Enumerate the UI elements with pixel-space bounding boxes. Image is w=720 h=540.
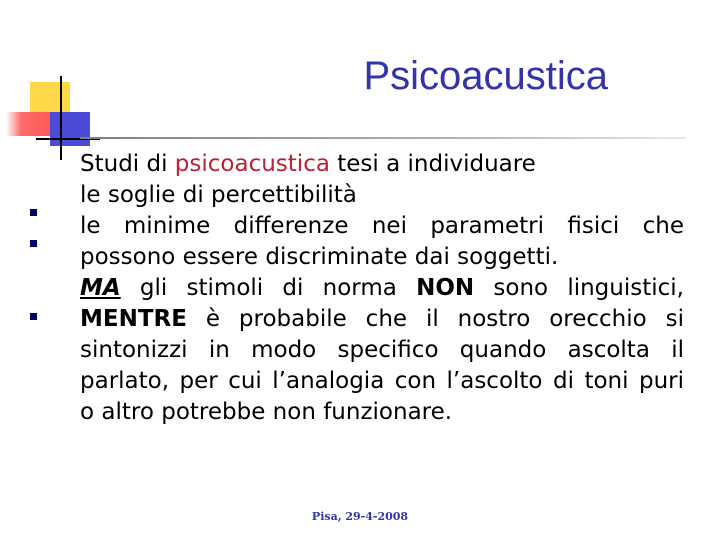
corner-logo bbox=[0, 0, 110, 160]
emphasis-non: NON bbox=[416, 275, 475, 301]
slide-body bbox=[80, 149, 684, 428]
body-line-8: parlato, per cui l’analogia con l’ascolto di toni puri bbox=[80, 368, 684, 394]
text: è probabile che il nostro orecchio si bbox=[186, 306, 684, 332]
blue-square bbox=[50, 112, 90, 146]
body-line-9: o altro potrebbe non funzionare. bbox=[80, 399, 453, 425]
highlighted-term: psicoacustica bbox=[174, 151, 330, 177]
title-divider bbox=[80, 137, 686, 139]
body-line-4: possono essere discriminate dai soggetti. bbox=[80, 244, 559, 270]
body-line-5 bbox=[80, 273, 684, 304]
logo-vertical-line bbox=[60, 76, 62, 160]
text: tesi a individuare bbox=[329, 151, 536, 177]
bullet-2 bbox=[30, 240, 37, 247]
body-line-2: le soglie di percettibilità bbox=[80, 182, 357, 208]
text: gli stimoli di norma bbox=[120, 275, 417, 301]
emphasis-ma: MA bbox=[80, 275, 121, 301]
slide-title: Psicoacustica bbox=[363, 54, 608, 98]
body-line-3: le minime differenze nei parametri fisici che bbox=[80, 213, 684, 239]
body-line-7: sintonizzi in modo specifico quando ascolta il bbox=[80, 337, 684, 363]
body-line-6 bbox=[80, 304, 684, 335]
text: Studi di bbox=[80, 151, 175, 177]
bullet-1 bbox=[30, 209, 37, 216]
bullet-3 bbox=[30, 313, 37, 320]
text: sono linguistici, bbox=[474, 275, 684, 301]
footer-date: Pisa, 29-4-2008 bbox=[311, 510, 409, 523]
red-square bbox=[6, 112, 50, 136]
body-line-1 bbox=[80, 149, 684, 180]
emphasis-mentre: MENTRE bbox=[80, 306, 187, 332]
